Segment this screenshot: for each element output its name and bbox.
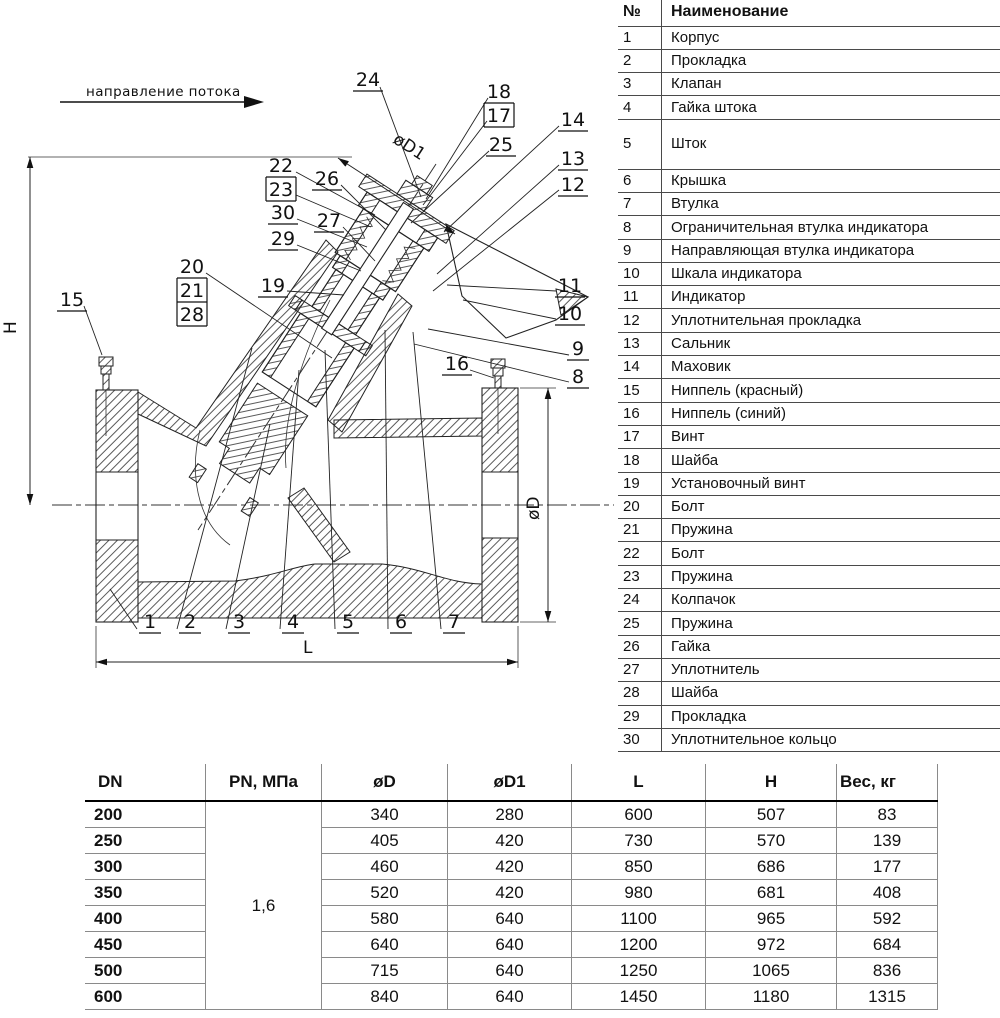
parts-header-row — [618, 0, 1000, 26]
part-number: 19 — [618, 472, 662, 495]
part-number: 28 — [618, 682, 662, 705]
cell-H: 686 — [706, 854, 837, 880]
callout-number-17: 17 — [486, 105, 512, 127]
parts-row — [618, 356, 1000, 379]
callout-number-9: 9 — [571, 338, 585, 360]
part-name: Прокладка — [662, 705, 1000, 728]
dims-header-4: L — [572, 764, 706, 801]
part-number: 7 — [618, 192, 662, 215]
part-name: Пружина — [662, 519, 1000, 542]
callout-number-12: 12 — [560, 174, 586, 196]
callout-24 — [353, 69, 421, 197]
part-number: 1 — [618, 26, 662, 49]
part-name: Ограничительная втулка индикатора — [662, 216, 1000, 239]
callout-number-16: 16 — [444, 353, 470, 375]
cell-pn: 1,6 — [206, 801, 322, 1010]
callout-number-28: 28 — [179, 304, 205, 326]
cell-L: 600 — [572, 801, 706, 828]
cell-oD1: 280 — [448, 801, 572, 828]
cell-dn: 250 — [85, 828, 206, 854]
parts-row — [618, 449, 1000, 472]
parts-row — [618, 519, 1000, 542]
dims-row-dn-200 — [85, 801, 938, 828]
dims-header-1: PN, МПа — [206, 764, 322, 801]
callout-21 — [177, 278, 207, 302]
parts-header-number: № — [618, 0, 662, 26]
parts-row — [618, 682, 1000, 705]
part-name: Болт — [662, 495, 1000, 518]
parts-header-name: Наименование — [662, 0, 1000, 26]
part-name: Шкала индикатора — [662, 262, 1000, 285]
callout-number-4: 4 — [286, 611, 300, 633]
parts-row — [618, 49, 1000, 72]
part-number: 25 — [618, 612, 662, 635]
callout-number-7: 7 — [447, 611, 461, 633]
parts-row — [618, 169, 1000, 192]
dims-header-6: Вес, кг — [837, 764, 938, 801]
flow-arrow-head — [244, 96, 264, 108]
part-number: 16 — [618, 402, 662, 425]
parts-row — [618, 332, 1000, 355]
cell-dn: 300 — [85, 854, 206, 880]
cell-weight: 83 — [837, 801, 938, 828]
parts-table — [618, 0, 1000, 752]
cell-oD1: 640 — [448, 932, 572, 958]
dim-label-oD: øD — [524, 496, 544, 520]
part-name: Ниппель (синий) — [662, 402, 1000, 425]
part-number: 27 — [618, 658, 662, 681]
cell-L: 730 — [572, 828, 706, 854]
part-name: Ниппель (красный) — [662, 379, 1000, 402]
callout-number-1: 1 — [143, 611, 157, 633]
cell-L: 1250 — [572, 958, 706, 984]
cell-oD: 580 — [322, 906, 448, 932]
cell-H: 681 — [706, 880, 837, 906]
cell-weight: 836 — [837, 958, 938, 984]
dim-H — [28, 157, 352, 505]
part-number: 24 — [618, 589, 662, 612]
parts-row — [618, 262, 1000, 285]
part-name: Маховик — [662, 356, 1000, 379]
part-name: Уплотнительное кольцо — [662, 728, 1000, 751]
parts-row — [618, 425, 1000, 448]
cell-H: 965 — [706, 906, 837, 932]
callout-number-6: 6 — [394, 611, 408, 633]
cell-dn: 600 — [85, 984, 206, 1010]
parts-row — [618, 216, 1000, 239]
dim-label-oD1: øD1 — [389, 129, 429, 165]
callout-number-5: 5 — [341, 611, 355, 633]
parts-row — [618, 565, 1000, 588]
parts-row — [618, 472, 1000, 495]
cell-weight: 408 — [837, 880, 938, 906]
part-number: 9 — [618, 239, 662, 262]
part-number: 29 — [618, 705, 662, 728]
cell-L: 1450 — [572, 984, 706, 1010]
part-name: Установочный винт — [662, 472, 1000, 495]
callout-number-24: 24 — [355, 69, 381, 91]
part-number: 6 — [618, 169, 662, 192]
part-name: Шайба — [662, 682, 1000, 705]
part-name: Гайка штока — [662, 96, 1000, 119]
parts-row — [618, 658, 1000, 681]
flow-direction-label: направление потока — [86, 84, 241, 100]
part-number: 4 — [618, 96, 662, 119]
part-name: Болт — [662, 542, 1000, 565]
cell-L: 980 — [572, 880, 706, 906]
callout-number-20: 20 — [179, 256, 205, 278]
cell-oD1: 640 — [448, 906, 572, 932]
dim-label-L: L — [303, 638, 313, 658]
cell-weight: 592 — [837, 906, 938, 932]
cell-L: 850 — [572, 854, 706, 880]
cell-L: 1100 — [572, 906, 706, 932]
part-number: 12 — [618, 309, 662, 332]
cell-oD1: 640 — [448, 984, 572, 1010]
cell-dn: 450 — [85, 932, 206, 958]
callout-number-11: 11 — [557, 275, 583, 297]
parts-row — [618, 119, 1000, 169]
parts-row — [618, 73, 1000, 96]
parts-row — [618, 542, 1000, 565]
part-number: 20 — [618, 495, 662, 518]
parts-table-body — [618, 26, 1000, 752]
cell-oD: 715 — [322, 958, 448, 984]
part-number: 10 — [618, 262, 662, 285]
callout-15 — [57, 289, 102, 355]
parts-row — [618, 96, 1000, 119]
part-name: Уплотнитель — [662, 658, 1000, 681]
cell-oD: 460 — [322, 854, 448, 880]
callout-number-13: 13 — [560, 148, 586, 170]
parts-row — [618, 495, 1000, 518]
part-name: Клапан — [662, 73, 1000, 96]
dim-label-H: H — [1, 321, 21, 334]
callout-number-23: 23 — [268, 179, 294, 201]
parts-row — [618, 309, 1000, 332]
part-name: Крышка — [662, 169, 1000, 192]
part-name: Уплотнительная прокладка — [662, 309, 1000, 332]
left-flange — [96, 390, 138, 622]
part-name: Прокладка — [662, 49, 1000, 72]
parts-row — [618, 286, 1000, 309]
cell-oD: 340 — [322, 801, 448, 828]
part-name: Шайба — [662, 449, 1000, 472]
callout-number-29: 29 — [270, 228, 296, 250]
part-number: 5 — [618, 119, 662, 169]
cell-oD: 520 — [322, 880, 448, 906]
cell-oD1: 640 — [448, 958, 572, 984]
callout-16 — [442, 353, 494, 378]
part-name: Пружина — [662, 612, 1000, 635]
cell-dn: 350 — [85, 880, 206, 906]
part-name: Сальник — [662, 332, 1000, 355]
callout-number-21: 21 — [179, 280, 205, 302]
cell-oD1: 420 — [448, 828, 572, 854]
part-name: Колпачок — [662, 589, 1000, 612]
valve-drawing — [0, 0, 618, 758]
callout-number-14: 14 — [560, 109, 586, 131]
part-number: 18 — [618, 449, 662, 472]
cell-H: 972 — [706, 932, 837, 958]
cell-oD1: 420 — [448, 880, 572, 906]
callout-number-8: 8 — [571, 366, 585, 388]
cell-weight: 139 — [837, 828, 938, 854]
callout-number-15: 15 — [59, 289, 85, 311]
cell-oD1: 420 — [448, 854, 572, 880]
parts-row — [618, 612, 1000, 635]
part-number: 22 — [618, 542, 662, 565]
callout-28 — [177, 302, 207, 326]
part-name: Корпус — [662, 26, 1000, 49]
dims-header-2: øD — [322, 764, 448, 801]
parts-row — [618, 402, 1000, 425]
callout-number-30: 30 — [270, 202, 296, 224]
dimensions-table — [85, 764, 938, 1010]
dims-header-5: H — [706, 764, 837, 801]
parts-row — [618, 705, 1000, 728]
cell-weight: 177 — [837, 854, 938, 880]
callout-number-25: 25 — [488, 134, 514, 156]
part-number: 11 — [618, 286, 662, 309]
parts-row — [618, 635, 1000, 658]
parts-row — [618, 26, 1000, 49]
part-name: Индикатор — [662, 286, 1000, 309]
part-name: Шток — [662, 119, 1000, 169]
cell-H: 507 — [706, 801, 837, 828]
part-number: 3 — [618, 73, 662, 96]
part-number: 30 — [618, 728, 662, 751]
dims-table-body — [85, 801, 938, 1010]
part-number: 17 — [618, 425, 662, 448]
part-number: 21 — [618, 519, 662, 542]
cell-H: 1180 — [706, 984, 837, 1010]
callout-number-22: 22 — [268, 155, 294, 177]
part-number: 2 — [618, 49, 662, 72]
parts-row — [618, 728, 1000, 751]
cell-dn: 200 — [85, 801, 206, 828]
part-name: Винт — [662, 425, 1000, 448]
callout-number-19: 19 — [260, 275, 286, 297]
callout-number-10: 10 — [557, 303, 583, 325]
parts-row — [618, 379, 1000, 402]
flow-direction — [60, 84, 264, 108]
cell-oD: 405 — [322, 828, 448, 854]
part-number: 26 — [618, 635, 662, 658]
part-name: Втулка — [662, 192, 1000, 215]
part-number: 8 — [618, 216, 662, 239]
parts-row — [618, 192, 1000, 215]
cell-weight: 684 — [837, 932, 938, 958]
dims-header-row — [85, 764, 938, 801]
callout-number-3: 3 — [232, 611, 246, 633]
part-number: 23 — [618, 565, 662, 588]
parts-row — [618, 239, 1000, 262]
cell-dn: 500 — [85, 958, 206, 984]
part-number: 14 — [618, 356, 662, 379]
cell-oD: 640 — [322, 932, 448, 958]
cell-H: 1065 — [706, 958, 837, 984]
part-name: Гайка — [662, 635, 1000, 658]
cell-oD: 840 — [322, 984, 448, 1010]
cell-weight: 1315 — [837, 984, 938, 1010]
parts-row — [618, 589, 1000, 612]
part-name: Направляющая втулка индикатора — [662, 239, 1000, 262]
callout-number-18: 18 — [486, 81, 512, 103]
part-number: 15 — [618, 379, 662, 402]
cell-L: 1200 — [572, 932, 706, 958]
callout-number-26: 26 — [314, 168, 340, 190]
dims-header-3: øD1 — [448, 764, 572, 801]
callout-number-27: 27 — [316, 210, 342, 232]
dims-header-0: DN — [85, 764, 206, 801]
callout-number-2: 2 — [183, 611, 197, 633]
cell-dn: 400 — [85, 906, 206, 932]
cell-H: 570 — [706, 828, 837, 854]
part-name: Пружина — [662, 565, 1000, 588]
part-number: 13 — [618, 332, 662, 355]
